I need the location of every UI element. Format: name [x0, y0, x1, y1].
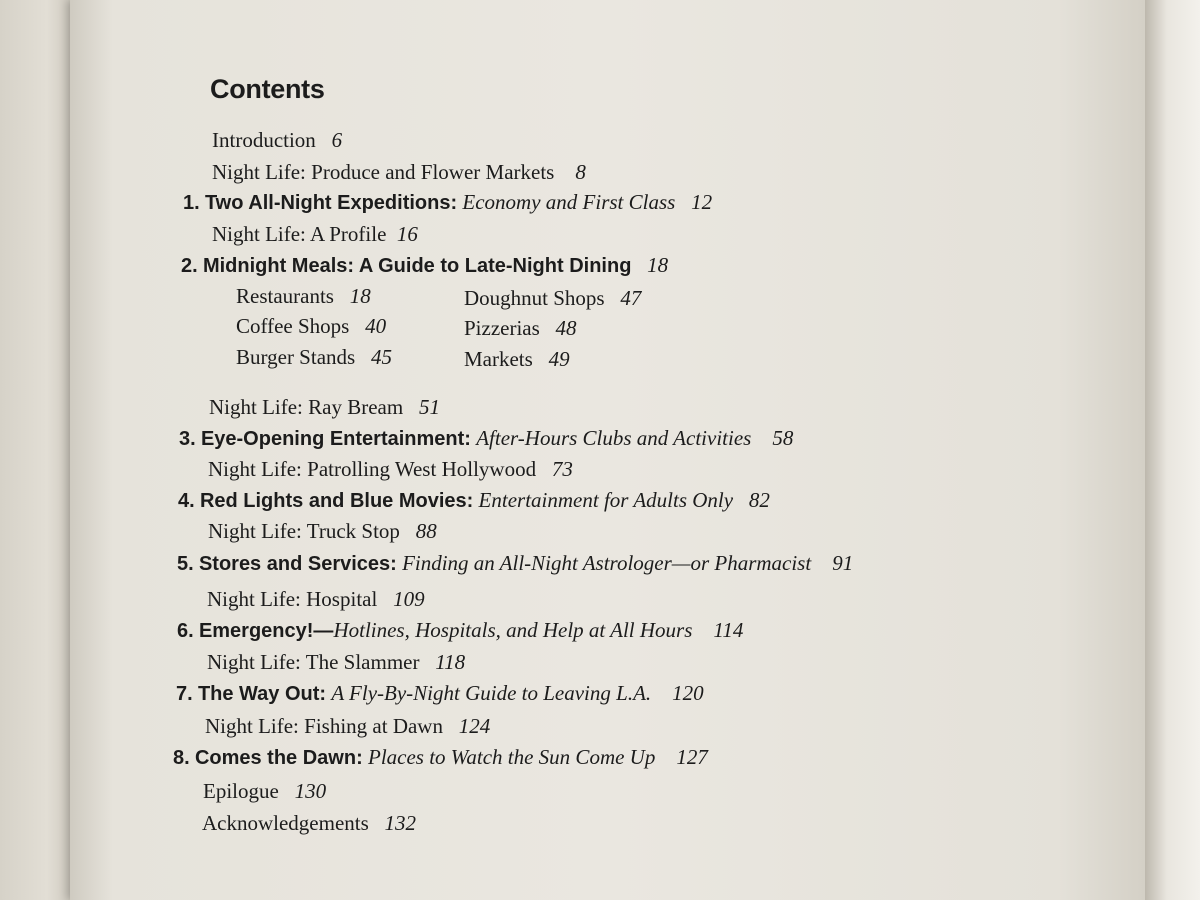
entry-page: 109	[393, 587, 425, 611]
chapter-number: 6.	[177, 620, 194, 642]
toc-chapter-2	[181, 255, 668, 276]
entry-page: 127	[676, 745, 708, 769]
entry-label: Night Life: Truck Stop	[208, 519, 400, 543]
entry-label: Doughnut Shops	[464, 286, 605, 310]
entry-page: 132	[384, 811, 417, 835]
toc-entry-fishing	[205, 716, 490, 737]
toc-entry-introduction	[212, 130, 342, 151]
toc-entry-truck-stop	[208, 521, 437, 542]
toc-chapter-7	[176, 683, 704, 704]
entry-label: Night Life: Fishing at Dawn	[205, 714, 443, 738]
chapter-number: 5.	[177, 553, 194, 575]
toc-chapter-3	[179, 428, 793, 449]
chapter-number: 4.	[178, 490, 195, 512]
entry-page: 18	[647, 253, 669, 277]
entry-label: Epilogue	[203, 779, 279, 803]
entry-label: Night Life: A Profile	[212, 222, 387, 246]
toc-entry-hospital	[207, 589, 425, 610]
entry-label: Burger Stands	[236, 345, 356, 369]
chapter-title: Emergency!—	[198, 620, 334, 642]
toc-sub-markets	[464, 349, 570, 370]
left-page-edge	[0, 0, 78, 900]
entry-label: Night Life: Ray Bream	[209, 395, 404, 419]
entry-page: 6	[331, 128, 343, 152]
chapter-number: 1.	[183, 192, 200, 214]
chapter-title: Stores and Services:	[198, 553, 397, 575]
entry-page: 8	[575, 160, 586, 184]
chapter-title: Midnight Meals: A Guide to Late-Night Dining	[202, 255, 632, 277]
entry-page: 120	[672, 681, 704, 705]
chapter-subtitle: Hotlines, Hospitals, and Help at All Hours	[333, 618, 693, 642]
entry-page: 16	[396, 222, 418, 246]
toc-entry-produce-markets	[212, 162, 586, 183]
chapter-title: Two All-Night Expeditions:	[204, 192, 458, 214]
entry-label: Pizzerias	[464, 316, 540, 340]
chapter-title: Red Lights and Blue Movies:	[199, 490, 474, 512]
entry-page: 48	[555, 316, 577, 340]
toc-chapter-4	[178, 490, 770, 511]
toc-chapter-8	[173, 747, 708, 768]
toc-chapter-5	[177, 553, 853, 574]
entry-label: Markets	[464, 347, 533, 371]
toc-chapter-1	[183, 192, 712, 213]
entry-label: Acknowledgements	[202, 811, 369, 835]
entry-page: 114	[713, 618, 744, 642]
toc-entry-ray-bream	[209, 397, 440, 418]
toc-sub-burger-stands	[236, 347, 392, 368]
contents-heading: Contents	[210, 74, 325, 104]
toc-sub-doughnut-shops	[464, 288, 641, 309]
chapter-title: Eye-Opening Entertainment:	[200, 428, 471, 450]
entry-page: 12	[691, 190, 713, 214]
toc-chapter-6	[177, 620, 743, 641]
chapter-subtitle: A Fly-By-Night Guide to Leaving L.A.	[331, 681, 652, 705]
entry-page: 49	[548, 347, 570, 371]
entry-label: Coffee Shops	[236, 314, 350, 338]
entry-label: Night Life: The Slammer	[207, 650, 420, 674]
entry-page: 130	[294, 779, 327, 803]
entry-label: Introduction	[212, 128, 316, 152]
entry-label: Night Life: Patrolling West Hollywood	[208, 457, 537, 481]
chapter-subtitle: Places to Watch the Sun Come Up	[368, 745, 656, 769]
toc-entry-patrolling	[208, 459, 573, 480]
chapter-number: 3.	[179, 428, 196, 450]
entry-page: 58	[772, 426, 794, 450]
chapter-title: Comes the Dawn:	[194, 747, 363, 769]
entry-page: 82	[748, 488, 770, 512]
toc-sub-coffee-shops	[236, 316, 386, 337]
chapter-number: 8.	[173, 747, 190, 769]
toc-sub-pizzerias	[464, 318, 577, 339]
entry-label: Night Life: Produce and Flower Markets	[212, 160, 555, 184]
right-page-edge	[1145, 0, 1200, 900]
toc-sub-restaurants	[236, 286, 371, 307]
entry-page: 118	[435, 650, 466, 674]
toc-entry-epilogue	[203, 781, 326, 802]
toc-entry-slammer	[207, 652, 465, 673]
entry-label: Night Life: Hospital	[207, 587, 378, 611]
entry-page: 18	[349, 284, 371, 308]
entry-label: Restaurants	[236, 284, 334, 308]
entry-page: 73	[551, 457, 573, 481]
entry-page: 88	[415, 519, 437, 543]
chapter-title: The Way Out:	[197, 683, 327, 705]
chapter-subtitle: After-Hours Clubs and Activities	[476, 426, 752, 450]
entry-page: 47	[620, 286, 642, 310]
toc-entry-profile	[212, 224, 418, 245]
chapter-subtitle: Economy and First Class	[462, 190, 676, 214]
toc-entry-acknowledgements	[202, 813, 416, 834]
entry-page: 91	[832, 551, 854, 575]
entry-page: 45	[370, 345, 392, 369]
chapter-subtitle: Finding an All-Night Astrologer—or Pharmacist	[402, 551, 812, 575]
entry-page: 124	[458, 714, 491, 738]
chapter-subtitle: Entertainment for Adults Only	[478, 488, 734, 512]
chapter-number: 7.	[176, 683, 193, 705]
entry-page: 40	[365, 314, 387, 338]
entry-page: 51	[418, 395, 440, 419]
chapter-number: 2.	[181, 255, 198, 277]
